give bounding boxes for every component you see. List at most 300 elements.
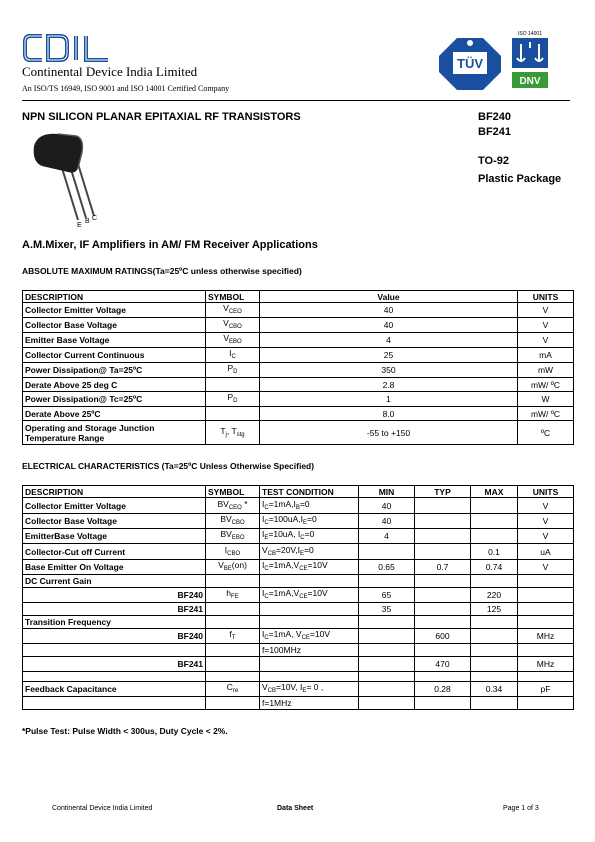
condition-cell — [260, 644, 359, 657]
elec-char-row — [23, 544, 574, 560]
symbol-text: BV — [217, 498, 229, 509]
condition-text: I — [262, 514, 265, 524]
condition-text: I — [262, 588, 265, 598]
symbol-subscript: EBO — [231, 535, 245, 541]
abs-max-row — [23, 318, 574, 333]
symbol-text: P — [227, 363, 234, 373]
symbol-subscript: CEO — [228, 309, 242, 315]
condition-cell — [260, 657, 359, 672]
condition-text: =100uA,I — [268, 514, 303, 524]
max-value: 0.74 — [485, 562, 503, 572]
abs-max-row — [23, 348, 574, 363]
empty-cell — [518, 697, 574, 710]
min-value: 40 — [381, 500, 392, 511]
symbol-cell — [206, 629, 260, 644]
empty-cell — [359, 644, 415, 657]
elec-char-row — [23, 644, 574, 657]
pin-label-e: E — [77, 222, 82, 229]
row-unit: V — [542, 305, 549, 315]
min-value: 0.65 — [378, 562, 395, 572]
cdil-logo — [22, 30, 112, 66]
value-cell — [260, 348, 518, 363]
min-value-cell — [359, 529, 415, 544]
max-value: 220 — [486, 590, 502, 600]
header-max: MAX — [471, 486, 518, 498]
row-description: Collector Emitter Voltage — [25, 305, 126, 315]
unit-cell — [518, 363, 574, 378]
symbol-text: I — [224, 544, 228, 555]
description-cell — [23, 348, 206, 363]
empty-cell — [206, 616, 260, 629]
row-value: 8.0 — [382, 408, 395, 419]
condition-subscript: B — [295, 504, 300, 511]
unit-cell — [518, 378, 574, 392]
symbol-cell — [206, 697, 260, 710]
max-value-cell — [471, 498, 518, 514]
symbol-subscript: FE — [231, 594, 239, 600]
elec-char-row — [23, 603, 574, 616]
header-description: DESCRIPTION — [23, 486, 206, 498]
value-cell — [260, 363, 518, 378]
description-cell — [23, 644, 206, 657]
symbol-cell — [206, 498, 260, 514]
min-value-cell — [359, 560, 415, 575]
min-value-cell — [359, 657, 415, 672]
elec-char-row — [23, 697, 574, 710]
footer-page-number: Page 1 of 3 — [503, 805, 539, 812]
symbol-text: f — [229, 629, 232, 639]
package-description: Plastic Package — [478, 173, 562, 185]
elec-char-table — [22, 485, 574, 710]
elec-char-row — [23, 529, 574, 544]
condition-cell — [260, 588, 359, 603]
logo-text: CDIL — [22, 30, 25, 31]
unit: V — [542, 516, 549, 526]
row-value: 40 — [383, 305, 394, 315]
condition-subscript: E — [264, 535, 269, 541]
value-cell — [260, 421, 518, 445]
abs-max-row — [23, 407, 574, 421]
max-value-cell — [471, 514, 518, 529]
elec-char-row — [23, 498, 574, 514]
description-cell — [23, 603, 206, 616]
value-cell — [260, 303, 518, 318]
section-label-cell — [23, 616, 206, 629]
symbol-text: h — [226, 588, 232, 598]
empty-cell — [471, 575, 518, 588]
condition-subscript: C — [264, 520, 269, 526]
condition-subscript: CE — [299, 594, 308, 600]
part-label: BF241 — [177, 604, 203, 614]
unit-cell — [518, 657, 574, 672]
min-value-cell — [359, 629, 415, 644]
condition-cell — [260, 629, 359, 644]
description-cell — [23, 363, 206, 378]
condition-text: =10uA, I — [268, 529, 301, 539]
part-label: BF240 — [177, 631, 203, 641]
condition-cell — [260, 529, 359, 544]
typ-value-cell — [415, 588, 471, 603]
unit-cell — [518, 421, 574, 445]
min-value-cell — [359, 514, 415, 529]
condition-subscript: CB — [267, 688, 277, 694]
empty-cell — [359, 616, 415, 629]
symbol-cell — [206, 644, 260, 657]
condition-text: =10V — [307, 588, 328, 598]
abs-max-row — [23, 378, 574, 392]
min-value: 4 — [384, 531, 389, 541]
unit: uA — [540, 546, 551, 557]
symbol-subscript: T — [231, 635, 236, 641]
condition-text: V — [262, 682, 268, 692]
row-description: Derate Above 25 deg C — [25, 379, 118, 390]
description-cell — [23, 529, 206, 544]
symbol-text: T — [220, 425, 226, 436]
description-cell — [23, 421, 206, 445]
min-value: 65 — [381, 590, 392, 600]
min-value-cell — [359, 682, 415, 697]
description-cell — [23, 514, 206, 529]
typ-value-cell — [415, 498, 471, 514]
unit-cell — [518, 560, 574, 575]
symbol-cell — [206, 529, 260, 544]
symbol-text: V — [223, 303, 229, 313]
description-cell — [23, 303, 206, 318]
symbol-subscript: CBO — [228, 324, 242, 330]
description-cell — [23, 657, 206, 672]
header-units: UNITS — [518, 486, 574, 498]
empty-cell — [518, 672, 574, 682]
condition-text: =20V,I — [276, 544, 301, 555]
certification-text: An ISO/TS 16949, ISO 9001 and ISO 14001 Certified Company — [22, 84, 230, 93]
condition-text: V — [262, 544, 268, 555]
row-description: Collector Emitter Voltage — [25, 500, 126, 511]
symbol-subscript: CEO — [228, 504, 242, 511]
row-value: 40 — [383, 320, 394, 330]
condition-cell — [260, 498, 359, 514]
max-value: 0.34 — [485, 684, 503, 694]
symbol-cell — [206, 421, 260, 445]
row-description-line2: Temperature Range — [25, 432, 105, 443]
condition-text: =10V — [307, 560, 328, 570]
unit: V — [542, 562, 549, 572]
typ-value-cell — [415, 603, 471, 616]
typ-value: 0.7 — [436, 562, 449, 572]
header-typ: TYP — [415, 486, 471, 498]
typ-value-cell — [415, 544, 471, 560]
condition-cell — [260, 544, 359, 560]
unit: V — [542, 531, 549, 541]
row-description: Feedback Capacitance — [25, 684, 117, 694]
symbol-subscript: D — [233, 369, 238, 375]
min-value-cell — [359, 603, 415, 616]
row-description: Power Dissipation@ Ta=25ºC — [25, 365, 143, 375]
abs-max-row — [23, 363, 574, 378]
symbol-text: V — [218, 560, 224, 570]
condition-cell — [260, 603, 359, 616]
symbol-subscript: CBO — [231, 520, 245, 526]
symbol-text: I — [229, 348, 232, 358]
to92-transistor-image — [28, 128, 118, 232]
unit-cell — [518, 318, 574, 333]
condition-text: I — [262, 498, 265, 509]
row-unit: ºC — [540, 427, 551, 438]
empty-cell — [415, 644, 471, 657]
condition-subscript: E — [302, 520, 307, 526]
empty-cell — [518, 644, 574, 657]
elec-char-title: ELECTRICAL CHARACTERISTICS (Ta=25ºC Unless Otherwise Specified) — [22, 461, 315, 471]
symbol-subscript: re — [232, 688, 239, 694]
empty-cell — [206, 575, 260, 588]
condition-text: f=1MHz — [262, 698, 292, 708]
row-description: Collector Current Continuous — [25, 350, 145, 360]
row-description: Emitter Base Voltage — [25, 335, 110, 345]
condition-subscript: CE — [301, 635, 310, 641]
symbol-text: BV — [220, 529, 232, 539]
typ-value-cell — [415, 560, 471, 575]
symbol-text: BV — [220, 514, 232, 524]
row-value: 4 — [386, 335, 391, 345]
empty-cell — [23, 672, 206, 682]
row-unit: V — [542, 335, 549, 345]
part-number-2: BF241 — [478, 126, 512, 138]
symbol-cell — [206, 657, 260, 672]
abs-max-row — [23, 392, 574, 407]
condition-text: =0 — [304, 544, 314, 555]
unit: pF — [540, 684, 551, 694]
footer-company: Continental Device India Limited — [52, 805, 153, 812]
value-cell — [260, 392, 518, 407]
dc-current-gain-label: DC Current Gain — [25, 576, 92, 586]
description-cell — [23, 588, 206, 603]
condition-text: = 0 , — [306, 682, 324, 692]
condition-subscript: C — [300, 535, 305, 541]
typ-value-cell — [415, 529, 471, 544]
pulse-test-note: *Pulse Test: Pulse Width < 300us, Duty Cycle < 2%. — [22, 726, 228, 736]
unit-cell — [518, 529, 574, 544]
row-description: Derate Above 25ºC — [25, 408, 101, 419]
row-unit: mA — [539, 350, 552, 360]
empty-cell — [471, 697, 518, 710]
condition-cell — [260, 514, 359, 529]
elec-char-section-row — [23, 575, 574, 588]
typ-value-cell — [415, 657, 471, 672]
max-value: 125 — [486, 604, 502, 614]
description-cell — [23, 498, 206, 514]
header-units: UNITS — [518, 291, 574, 303]
empty-cell — [260, 672, 359, 682]
condition-text: =0 — [304, 529, 315, 539]
symbol-cell — [206, 392, 260, 407]
max-value: 0.1 — [488, 546, 500, 557]
row-value: 25 — [383, 350, 394, 360]
min-value-cell — [359, 498, 415, 514]
condition-cell — [260, 682, 359, 697]
empty-cell — [415, 672, 471, 682]
elec-char-row — [23, 514, 574, 529]
empty-cell — [359, 575, 415, 588]
empty-cell — [518, 616, 574, 629]
min-value: 35 — [381, 604, 392, 614]
header-description: DESCRIPTION — [23, 291, 206, 303]
description-cell — [23, 318, 206, 333]
unit-cell — [518, 407, 574, 421]
row-description: Power Dissipation@ Tc=25ºC — [25, 394, 143, 404]
elec-char-row — [23, 657, 574, 672]
tuv-certification-badge — [437, 36, 503, 92]
header-test-condition: TEST CONDITION — [260, 486, 359, 498]
typ-value: 600 — [435, 631, 450, 641]
max-value-cell — [471, 603, 518, 616]
footer-doc-type: Data Sheet — [277, 805, 314, 812]
row-description-line1: Operating and Storage Junction — [25, 422, 155, 433]
unit: MHz — [536, 659, 555, 669]
row-unit: W — [541, 394, 550, 404]
condition-cell — [260, 697, 359, 710]
row-description: Base Emitter On Voltage — [25, 562, 124, 572]
row-value: -55 to +150 — [366, 427, 411, 438]
symbol-cell — [206, 603, 260, 616]
elec-char-spacer-row — [23, 672, 574, 682]
row-unit: V — [542, 320, 549, 330]
empty-cell — [359, 697, 415, 710]
row-unit: mW/ ºC — [530, 408, 561, 419]
condition-subscript: C — [264, 635, 269, 641]
max-value-cell — [471, 588, 518, 603]
description-cell — [23, 544, 206, 560]
description-cell — [23, 560, 206, 575]
transition-frequency-label: Transition Frequency — [25, 617, 111, 627]
condition-text: I — [262, 629, 265, 639]
dnv-text: DNV — [519, 76, 541, 87]
header-divider — [22, 100, 570, 101]
symbol-text: * — [241, 498, 248, 509]
part-number-1: BF240 — [478, 111, 512, 123]
tuv-text: TÜV — [457, 56, 483, 71]
symbol-text: P — [227, 392, 234, 402]
symbol-cell — [206, 333, 260, 348]
symbol-subscript: j — [225, 431, 227, 438]
header-min: MIN — [359, 486, 415, 498]
pin-label-c: C — [92, 215, 98, 222]
symbol-subscript: C — [231, 354, 236, 360]
condition-text: =1mA, V — [268, 629, 302, 639]
abs-max-table — [22, 290, 574, 445]
condition-text: f=100MHz — [262, 645, 301, 655]
condition-subscript: E — [300, 550, 305, 557]
condition-subscript: CE — [299, 566, 308, 572]
abs-max-title: ABSOLUTE MAXIMUM RATINGS(Ta=25ºC unless otherwise specified) — [22, 266, 302, 276]
symbol-text: V — [223, 318, 229, 328]
symbol-cell — [206, 588, 260, 603]
unit-cell — [518, 682, 574, 697]
max-value-cell — [471, 529, 518, 544]
row-value: 2.8 — [382, 379, 395, 390]
empty-cell — [471, 616, 518, 629]
max-value-cell — [471, 560, 518, 575]
condition-subscript: C — [264, 594, 269, 600]
row-description: Collector Base Voltage — [25, 320, 117, 330]
application-heading: A.M.Mixer, IF Amplifiers in AM/ FM Receiver Applications — [22, 239, 318, 251]
min-value-cell — [359, 544, 415, 560]
header-symbol: SYMBOL — [206, 291, 260, 303]
symbol-subscript: EBO — [229, 339, 242, 345]
symbol-cell — [206, 348, 260, 363]
symbol-text: , T — [226, 425, 237, 436]
elec-char-row — [23, 560, 574, 575]
typ-value: 470 — [435, 659, 450, 669]
value-cell — [260, 318, 518, 333]
description-cell — [23, 333, 206, 348]
unit-cell — [518, 498, 574, 514]
abs-max-row — [23, 303, 574, 318]
empty-cell — [415, 616, 471, 629]
empty-cell — [206, 672, 260, 682]
symbol-cell — [206, 363, 260, 378]
description-cell — [23, 407, 206, 421]
description-cell — [23, 378, 206, 392]
unit-cell — [518, 348, 574, 363]
value-cell — [260, 378, 518, 392]
pin-label-b: B — [85, 218, 90, 225]
empty-cell — [415, 697, 471, 710]
document-title: NPN SILICON PLANAR EPITAXIAL RF TRANSISTORS — [22, 111, 301, 123]
max-value-cell — [471, 629, 518, 644]
symbol-text: (on) — [231, 560, 247, 570]
typ-value: 0.28 — [434, 684, 451, 694]
max-value-cell — [471, 544, 518, 560]
symbol-text: V — [223, 333, 229, 343]
symbol-cell — [206, 514, 260, 529]
condition-text: =1mA,V — [268, 560, 300, 570]
part-label: BF241 — [177, 659, 203, 669]
elec-char-row — [23, 588, 574, 603]
unit-cell — [518, 333, 574, 348]
condition-text: =10V, I — [276, 682, 303, 692]
unit-cell — [518, 629, 574, 644]
unit-cell — [518, 514, 574, 529]
row-value: 350 — [381, 365, 396, 375]
elec-char-row — [23, 629, 574, 644]
unit-cell — [518, 392, 574, 407]
part-label: BF240 — [177, 590, 203, 600]
value-cell — [260, 407, 518, 421]
row-description: Collector Base Voltage — [25, 516, 117, 526]
condition-subscript: E — [302, 688, 307, 694]
condition-subscript: CB — [267, 550, 277, 557]
empty-cell — [260, 575, 359, 588]
row-value: 1 — [386, 394, 391, 404]
symbol-cell — [206, 407, 260, 421]
unit-cell — [518, 588, 574, 603]
condition-subscript: C — [264, 566, 269, 572]
symbol-subscript: D — [233, 398, 238, 404]
company-name: Continental Device India Limited — [22, 64, 198, 79]
header-value: Value — [260, 291, 518, 303]
empty-cell — [471, 672, 518, 682]
dnv-iso-text: ISO 14001 — [518, 31, 542, 37]
symbol-cell — [206, 318, 260, 333]
condition-text: =0 — [299, 498, 310, 509]
symbol-subscript: BE — [223, 566, 232, 572]
unit: MHz — [536, 631, 555, 641]
empty-cell — [518, 575, 574, 588]
description-cell — [23, 697, 206, 710]
empty-cell — [415, 575, 471, 588]
symbol-cell — [206, 303, 260, 318]
symbol-cell — [206, 560, 260, 575]
symbol-subscript: CBO — [227, 550, 241, 557]
